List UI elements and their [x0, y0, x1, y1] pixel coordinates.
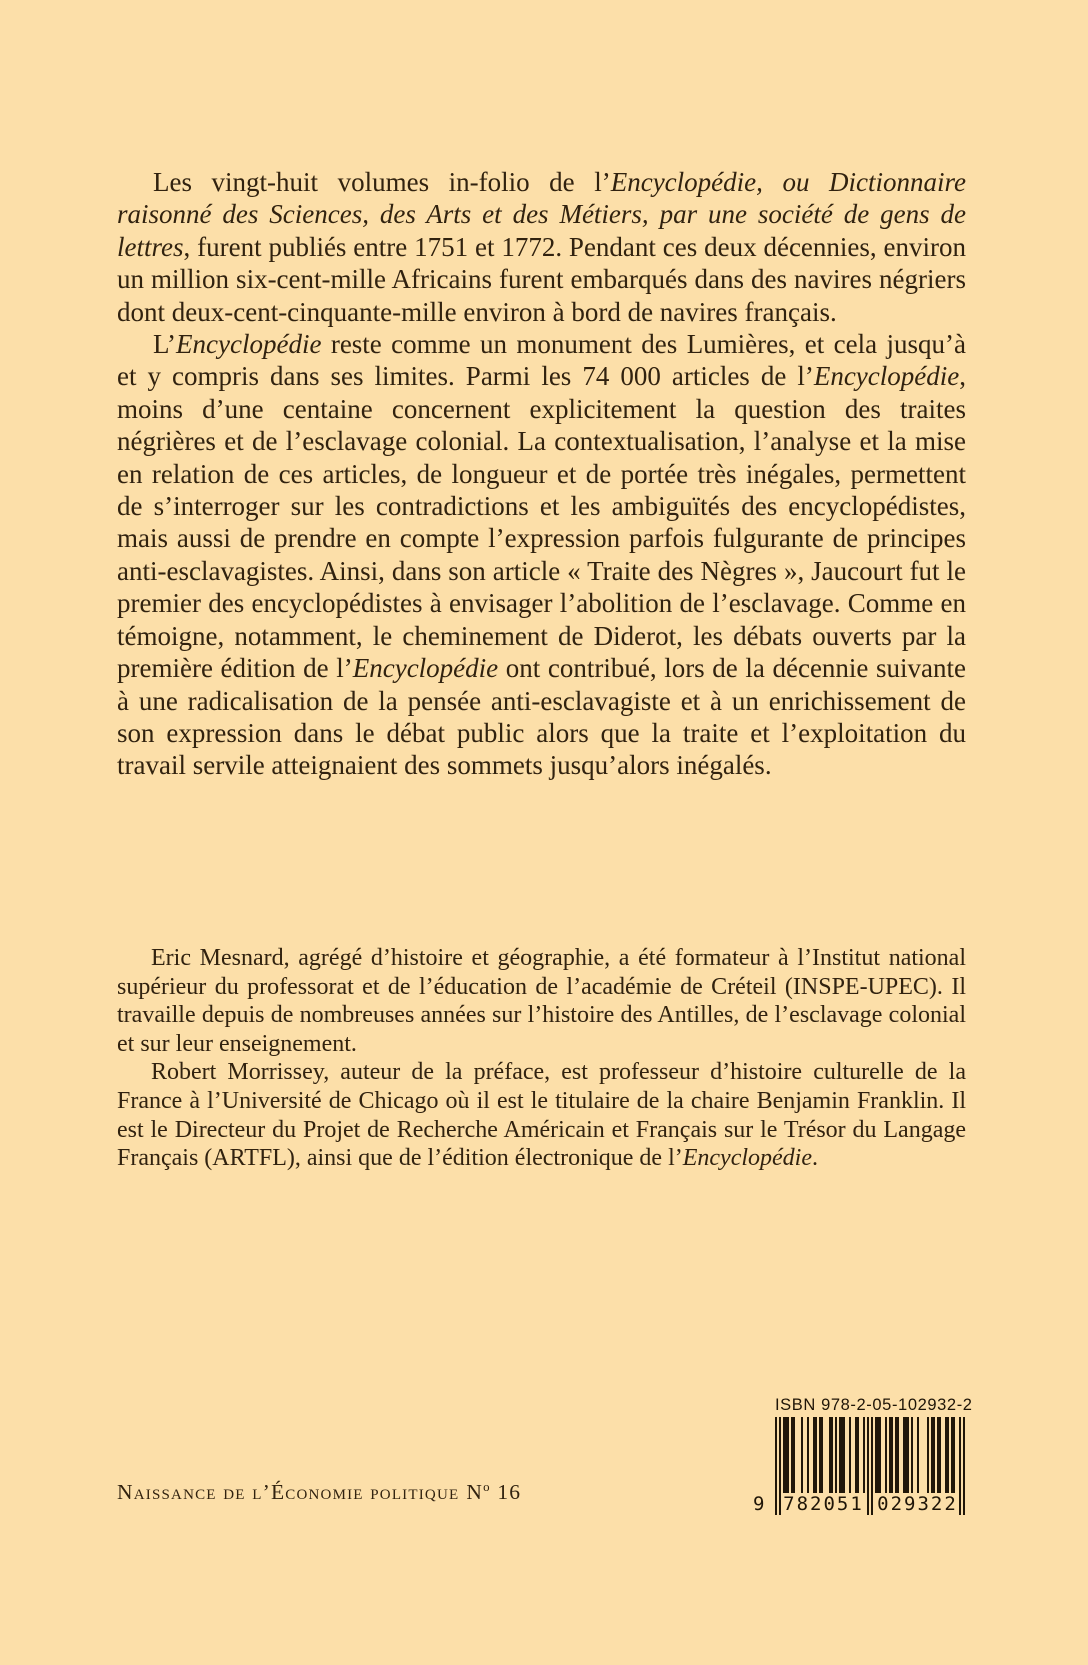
- series-title: [117, 1480, 521, 1505]
- text-run: Les vingt-huit volumes in-folio de l’: [153, 167, 611, 197]
- synopsis-block: [117, 166, 966, 782]
- text-run: ont contribué, lors de la décennie suivante à une radicalisation de la pensée anti-esclavagiste et à un enrichissement de son expression dans le débat public alors que la traite et l’exploitation du travail servile atteignaient des sommets jusqu’alors inégalés.: [117, 653, 966, 781]
- synopsis-paragraph-1: [117, 166, 966, 328]
- text-run: Eric Mesnard, agrégé d’histoire et géographie, a été formateur à l’Institut national supérieur du professorat et de l’éducation de l’académie de Créteil (INSPE-UPEC). Il travaille depuis de nombreuses années sur l’histoire des Antilles, de l’esclavage colonial et sur leur enseignement.: [117, 945, 966, 1057]
- work-title-italic: Encyclopédie: [813, 361, 960, 392]
- isbn-barcode-block: [753, 1396, 973, 1515]
- barcode-digits-right-group: 029322: [877, 1493, 958, 1515]
- series-number: $N^o$ 16: [466, 1480, 522, 1505]
- synopsis-paragraph-2: [117, 328, 966, 782]
- work-title-italic: Encyclopédie: [682, 1145, 812, 1172]
- author-bios-block: [117, 944, 966, 1173]
- work-title-italic: Encyclopédie, ou Dictionnaire raisonné des Sciences, des Arts et des Métiers, par une société de gens de lettres: [117, 167, 966, 262]
- work-title-italic: Encyclopédie: [352, 653, 499, 684]
- text-run: , moins d’une centaine concernent explicitement la question des traites négrières et de l’esclavage colonial. La contextualisation, l’analyse et la mise en relation de ces articles, de longueur et de portée très inégales, permettent de s’interroger sur les contradictions et les ambiguïtés des encyclopédistes, mais aussi de prendre en compte l’expression parfois fulgurante de principes anti-esclavagistes. Ainsi, dans son article « Traite des Nègres », Jaucourt fut le premier des encyclopédistes à envisager l’abolition de l’esclavage. Comme en témoigne, notamment, le cheminement de Diderot, les débats ouverts par la première édition de l’: [117, 361, 966, 684]
- bio-paragraph-eric-mesnard: [117, 944, 966, 1058]
- ean13-barcode: [753, 1417, 965, 1515]
- text-run: .: [812, 1145, 818, 1172]
- barcode-digits-left-group: 782051: [783, 1493, 864, 1515]
- text-run: reste comme un monument des Lumières, et cela jusqu’à et y compris dans ses limites. Parmi les 74 000 articles de l’: [117, 329, 966, 392]
- isbn-number-label: ISBN 978-2-05-102932-2: [775, 1396, 973, 1414]
- text-run: , furent publiés entre 1751 et 1772. Pendant ces deux décennies, environ un million six-cent-mille Africains furent embarqués dans des navires négriers dont deux-cent-cinquante-mille environ à bord de navires français.: [117, 231, 966, 327]
- work-title-italic: Encyclopédie: [176, 329, 322, 360]
- text-run: Robert Morrissey, auteur de la préface, est professeur d’histoire culturelle de la France à l’Université de Chicago où il est le titulaire de la chaire Benjamin Franklin. Il est le Directeur du Projet de Recherche Américain et Français sur le Trésor du Langage Français (ARTFL), ainsi que de l’édition électronique de l’: [117, 1059, 966, 1172]
- text-run: L’: [153, 329, 177, 360]
- barcode-digit-leading: 9: [753, 1493, 765, 1515]
- bio-paragraph-robert-morrissey: [117, 1058, 966, 1172]
- series-name: Naissance de l’Économie politique: [117, 1480, 460, 1505]
